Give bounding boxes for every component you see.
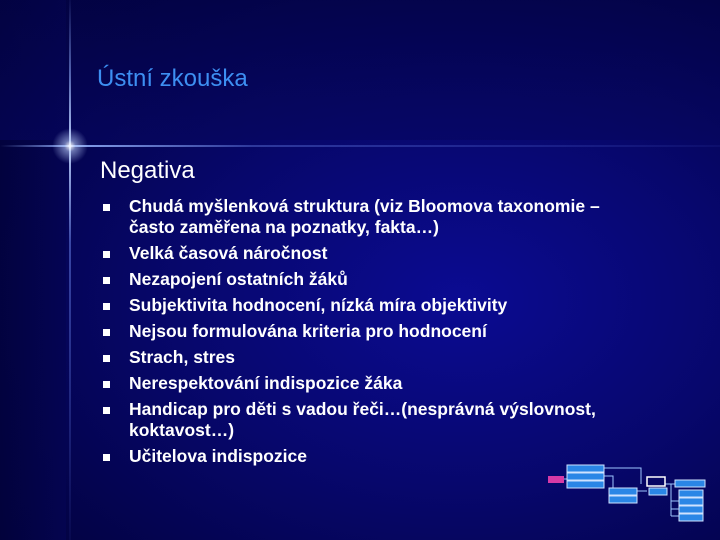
horizontal-light-line [0,145,720,147]
bullet-square-icon [103,204,110,211]
bullet-item: Subjektivita hodnocení, nízká míra objektivity [100,295,690,316]
bullet-square-icon [103,303,110,310]
bullet-square-icon [103,355,110,362]
bullet-item: Nerespektování indispozice žáka [100,373,690,394]
bullet-list [100,196,690,472]
bullet-square-icon [103,381,110,388]
slide-title: Ústní zkouška [97,65,248,92]
bullet-square-icon [103,407,110,414]
bullet-item: Nejsou formulována kriteria pro hodnocení [100,321,690,342]
bullet-square-icon [103,454,110,461]
vertical-light-line [69,0,71,540]
bullet-item: Handicap pro děti s vadou řeči…(nesprávná výslovnost, koktavost…) [100,399,690,441]
bullet-item: Velká časová náročnost [100,243,690,264]
slide-subtitle: Negativa [100,157,195,184]
bullet-square-icon [103,251,110,258]
bullet-item: Strach, stres [100,347,690,368]
bullet-item: Chudá myšlenková struktura (viz Bloomova taxonomie – často zaměřena na poznatky, fakta…) [100,196,690,238]
bullet-square-icon [103,277,110,284]
flowchart-icon [545,462,715,526]
bullet-item: Učitelova indispozice [100,446,690,467]
bullet-item: Nezapojení ostatních žáků [100,269,690,290]
bullet-square-icon [103,329,110,336]
light-cross-icon [52,128,88,164]
